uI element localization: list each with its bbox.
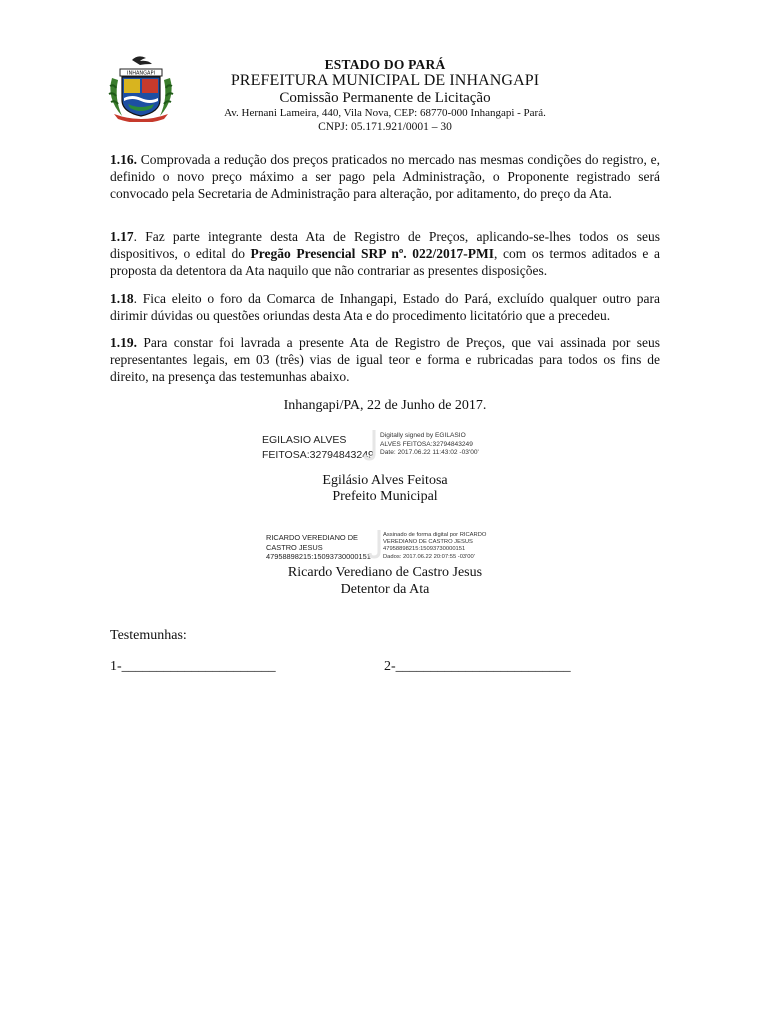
signer-1-role: Prefeito Municipal	[332, 489, 438, 504]
header-state: ESTADO DO PARÁ	[324, 57, 446, 72]
clause-number: 1.19.	[110, 335, 137, 350]
signature-detail-line: Dados: 2017.06.22 20:07:55 -03'00'	[383, 553, 475, 560]
signature-detail-line: ALVES FEITOSA:32794843249	[380, 440, 473, 448]
header-committee: Comissão Permanente de Licitação	[279, 90, 491, 106]
signature-detail-line: Date: 2017.06.22 11:43:02 -03'00'	[380, 449, 479, 457]
header-address: Av. Hernani Lameira, 440, Vila Nova, CEP: 68770-000 Inhangapi - Pará.	[224, 107, 546, 119]
witnesses-label: Testemunhas:	[110, 628, 187, 643]
signer-1-name: Egilásio Alves Feitosa	[322, 473, 448, 488]
witness-1-line: 1-______________________	[110, 659, 276, 674]
digital-signature-1-details	[380, 432, 500, 458]
clause-1-18	[110, 290, 660, 324]
municipal-crest-icon	[104, 52, 178, 122]
signature-detail-line: Digitally signed by EGILASIO	[380, 432, 466, 439]
clause-number: 1.18	[110, 291, 134, 306]
signature-detail-line: VEREDIANO DE CASTRO JESUS	[383, 539, 473, 546]
signature-detail-line: 47958898215:15093730000151	[383, 546, 466, 553]
place-and-date: Inhangapi/PA, 22 de Junho de 2017.	[283, 398, 487, 413]
signature-name-line: 47958898215:15093730000151	[266, 552, 371, 562]
clause-text: Comprovada a redução dos preços praticados no mercado nas mesmas condições do registro, e, definido o novo preço máximo a ser pago pela Administração, o Proponente registrado será convocado pela Secretaria de Administração para alteração, por aditamento, do preço da Ata.	[110, 152, 660, 201]
digital-signature-2-details	[383, 532, 508, 561]
signature-name-line: RICARDO VEREDIANO DE	[266, 533, 358, 542]
signature-name-line: CASTRO JESUS	[266, 542, 323, 552]
clause-text: , com os termos aditados e a proposta da detentora da Ata naquilo que não contrariar as presentes disposições.	[110, 246, 660, 278]
svg-text:INHANGAPI: INHANGAPI	[127, 70, 155, 77]
signer-2-role: Detentor da Ata	[340, 582, 430, 597]
header-cnpj: CNPJ: 05.171.921/0001 – 30	[318, 121, 452, 133]
signature-detail-line: Assinado de forma digital por RICARDO	[383, 532, 487, 538]
header-municipality: PREFEITURA MUNICIPAL DE INHANGAPI	[230, 72, 540, 89]
clause-number: 1.16.	[110, 152, 137, 167]
witness-2-line: 2-_________________________	[384, 659, 571, 674]
clause-1-17	[110, 228, 660, 279]
clause-1-16	[110, 151, 660, 202]
clause-text: Para constar foi lavrada a presente Ata de Registro de Preços, que vai assinada por seus representantes legais, em 03 (três) vias de igual teor e forma e rubricadas para todos os fins de direito, na presença das testemunhas abaixo.	[110, 335, 660, 384]
clause-text: . Faz parte integrante desta Ata de Registro de Preços, aplicando-se-lhes todos os seus dispositivos, o edital do	[110, 229, 660, 261]
signature-name-line: FEITOSA:32794843249	[262, 449, 374, 461]
signer-2-name: Ricardo Verediano de Castro Jesus	[287, 565, 483, 580]
clause-number: 1.17	[110, 229, 134, 244]
clause-text: . Fica eleito o foro da Comarca de Inhangapi, Estado do Pará, excluído qualquer outro para dirimir dúvidas ou questões oriundas desta Ata e do procedimento licitatório que a precedeu.	[110, 291, 660, 323]
signature-seal-icon	[362, 428, 382, 462]
clause-bold-reference: Pregão Presencial SRP nº. 022/2017-PMI	[250, 246, 495, 261]
signature-name-line: EGILASIO ALVES	[262, 434, 347, 446]
clause-1-19	[110, 334, 660, 385]
